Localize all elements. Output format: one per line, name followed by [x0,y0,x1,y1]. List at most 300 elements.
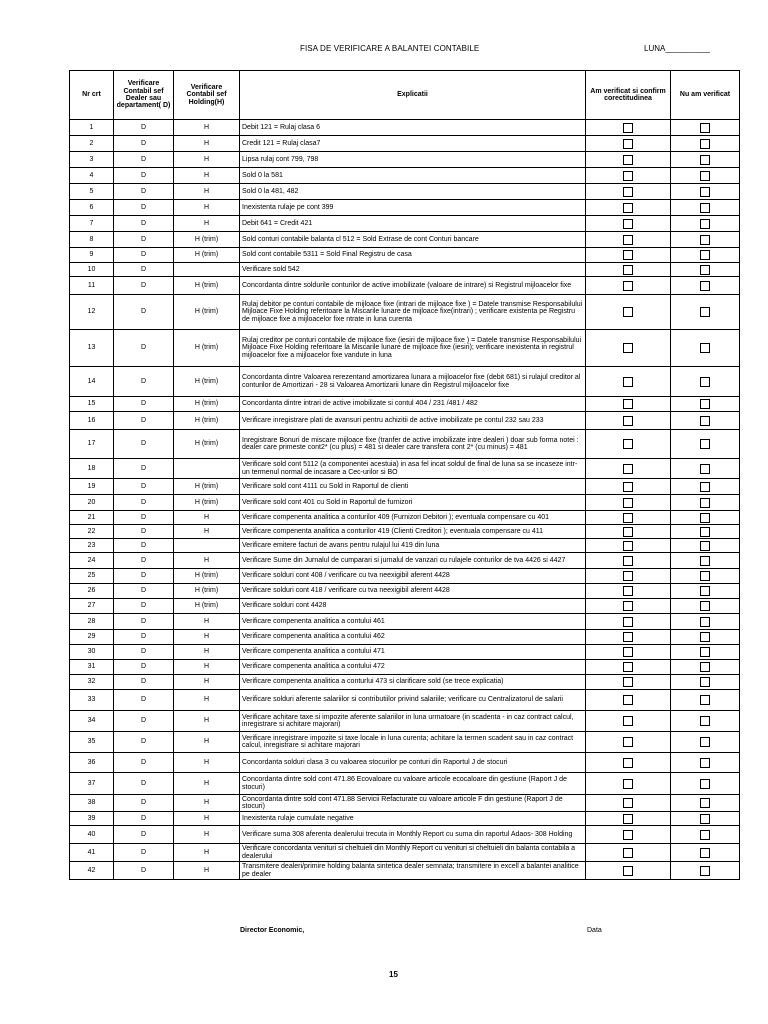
table-header-row [70,71,740,120]
dealer-verifier: D [114,152,174,168]
not-verified-checkbox[interactable] [700,187,710,197]
explanation-text: Verificare sold cont 4111 cu Sold in Raportul de clienti [240,479,586,495]
verified-checkbox[interactable] [623,848,633,858]
not-verified-checkbox[interactable] [700,848,710,858]
verified-checkbox[interactable] [623,737,633,747]
verified-cell [586,479,671,495]
dealer-verifier: D [114,136,174,152]
holding-verifier: H [174,732,240,753]
not-verified-checkbox[interactable] [700,586,710,596]
not-verified-checkbox[interactable] [700,307,710,317]
not-verified-checkbox[interactable] [700,513,710,523]
explanation-text: Verificare solduri cont 408 / verificare cu tva neexigibil aferent 4428 [240,569,586,584]
explanation-text: Verificare sold cont 401 cu Sold in Raportul de furnizori [240,495,586,511]
holding-verifier [174,263,240,277]
not-verified-checkbox[interactable] [700,556,710,566]
row-number: 37 [70,773,114,795]
table-row [70,630,740,645]
explanation-text: Verificare compenenta analitica a contului 461 [240,614,586,630]
explanation-text: Verificare sold 542 [240,263,586,277]
not-verified-checkbox[interactable] [700,695,710,705]
table-row [70,753,740,773]
dealer-verifier: D [114,732,174,753]
verified-cell [586,216,671,232]
dealer-verifier: D [114,675,174,690]
dealer-verifier: D [114,812,174,826]
holding-verifier: H [174,660,240,675]
not-verified-cell [671,397,740,412]
not-verified-checkbox[interactable] [700,677,710,687]
dealer-verifier: D [114,645,174,660]
not-verified-checkbox[interactable] [700,203,710,213]
verified-checkbox[interactable] [623,662,633,672]
not-verified-checkbox[interactable] [700,219,710,229]
verified-cell [586,295,671,330]
verified-checkbox[interactable] [623,281,633,291]
explanation-text: Lipsa rulaj cont 799, 798 [240,152,586,168]
verification-checklist-table [69,70,740,880]
verified-checkbox[interactable] [623,866,633,876]
dealer-verifier: D [114,430,174,459]
explanation-text: Sold 0 la 581 [240,168,586,184]
not-verified-cell [671,200,740,216]
dealer-verifier: D [114,660,174,675]
row-number: 1 [70,120,114,136]
not-verified-checkbox[interactable] [700,416,710,426]
verified-cell [586,630,671,645]
verified-cell [586,525,671,539]
not-verified-checkbox[interactable] [700,798,710,808]
dealer-verifier: D [114,511,174,525]
holding-verifier: H (trim) [174,569,240,584]
holding-verifier: H (trim) [174,479,240,495]
explanation-text: Sold conturi contabile balanta cl 512 = Sold Extrase de cont Conturi bancare [240,232,586,248]
holding-verifier: H (trim) [174,599,240,614]
table-row [70,584,740,599]
verified-checkbox[interactable] [623,632,633,642]
dealer-verifier: D [114,630,174,645]
row-number: 26 [70,584,114,599]
not-verified-checkbox[interactable] [700,814,710,824]
table-row [70,525,740,539]
not-verified-cell [671,773,740,795]
table-row [70,459,740,479]
verified-checkbox[interactable] [623,556,633,566]
not-verified-cell [671,675,740,690]
row-number: 14 [70,367,114,397]
verified-checkbox[interactable] [623,758,633,768]
row-number: 2 [70,136,114,152]
table-row [70,599,740,614]
not-verified-cell [671,844,740,862]
verified-checkbox[interactable] [623,677,633,687]
verified-cell [586,263,671,277]
verified-checkbox[interactable] [623,541,633,551]
table-row [70,232,740,248]
explanation-text: Verificare compenenta analitica a conturilor 409 (Furnizori Debitori ); eventuala compensare cu 401 [240,511,586,525]
verified-checkbox[interactable] [623,513,633,523]
holding-verifier: H [174,200,240,216]
table-row [70,168,740,184]
column-header-holding: Verificare Contabil sef Holding(H) [174,71,240,120]
verified-checkbox[interactable] [623,377,633,387]
dealer-verifier: D [114,826,174,844]
holding-verifier: H (trim) [174,277,240,295]
dealer-verifier: D [114,773,174,795]
row-number: 33 [70,690,114,711]
explanation-text: Concordanta dintre sold cont 471.88 Servicii Refacturate cu valoare articole F din gestiune (Raport J de stocuri) [240,795,586,812]
explanation-text: Debit 121 = Rulaj clasa 6 [240,120,586,136]
verified-cell [586,826,671,844]
not-verified-checkbox[interactable] [700,662,710,672]
dealer-verifier: D [114,295,174,330]
explanation-text: Inexistenta rulaje cumulate negative [240,812,586,826]
explanation-text: Verificare achitare taxe si impozite aferente salariilor in luna urmatoare (in scadenta - in caz contract calcul, inregistrare si achitare majorari) [240,711,586,732]
not-verified-cell [671,495,740,511]
not-verified-cell [671,690,740,711]
dealer-verifier: D [114,330,174,367]
row-number: 40 [70,826,114,844]
row-number: 41 [70,844,114,862]
holding-verifier: H (trim) [174,397,240,412]
explanation-text: Verificare compenenta analitica a contului 472 [240,660,586,675]
holding-verifier: H [174,184,240,200]
not-verified-checkbox[interactable] [700,482,710,492]
explanation-text: Concordanta dintre soldurile conturilor de active imobilizate (valoare de intrare) si Registrul mijloacelor fixe [240,277,586,295]
verified-cell [586,184,671,200]
explanation-text: Verificare compenenta analitica a conturlui 473 si clarificare sold (se trece explicatia) [240,675,586,690]
row-number: 28 [70,614,114,630]
not-verified-cell [671,614,740,630]
explanation-text: Verificare suma 308 aferenta dealerului trecuta in Monthly Report cu suma din raportul Adaos- 308 Holding [240,826,586,844]
not-verified-checkbox[interactable] [700,377,710,387]
verified-cell [586,675,671,690]
verified-checkbox[interactable] [623,203,633,213]
not-verified-cell [671,645,740,660]
holding-verifier [174,459,240,479]
dealer-verifier: D [114,711,174,732]
verified-checkbox[interactable] [623,617,633,627]
column-header-explanations: Explicatii [240,71,586,120]
month-field-label: LUNA__________ [644,44,710,53]
row-number: 34 [70,711,114,732]
holding-verifier: H [174,136,240,152]
verified-checkbox[interactable] [623,439,633,449]
table-row [70,862,740,880]
table-row [70,812,740,826]
verified-cell [586,232,671,248]
not-verified-cell [671,120,740,136]
table-row [70,569,740,584]
holding-verifier: H [174,216,240,232]
holding-verifier: H (trim) [174,295,240,330]
not-verified-checkbox[interactable] [700,632,710,642]
page-title: FISA DE VERIFICARE A BALANTEI CONTABILE [300,44,480,53]
not-verified-checkbox[interactable] [700,601,710,611]
holding-verifier: H [174,553,240,569]
column-header-verified: Am verificat si confirm corectitudinea [586,71,671,120]
column-header-nr: Nr crt [70,71,114,120]
explanation-text: Verificare solduri cont 418 / verificare cu tva neexigibil aferent 4428 [240,584,586,599]
row-number: 38 [70,795,114,812]
not-verified-cell [671,511,740,525]
verified-checkbox[interactable] [623,307,633,317]
verified-cell [586,599,671,614]
table-row [70,690,740,711]
verified-cell [586,569,671,584]
verified-cell [586,862,671,880]
dealer-verifier: D [114,753,174,773]
table-row [70,553,740,569]
column-header-dealer: Verificare Contabil sef Dealer sau departament( D) [114,71,174,120]
not-verified-cell [671,330,740,367]
dealer-verifier: D [114,584,174,599]
table-body [70,120,740,880]
verified-checkbox[interactable] [623,219,633,229]
verified-checkbox[interactable] [623,695,633,705]
not-verified-cell [671,184,740,200]
not-verified-checkbox[interactable] [700,439,710,449]
verified-checkbox[interactable] [623,586,633,596]
verified-cell [586,136,671,152]
explanation-text: Verificare inregistrare impozite si taxe locale in luna curenta; achitare la termen scadent sau in caz contract calcul, inregistrare si achitare majorari [240,732,586,753]
not-verified-checkbox[interactable] [700,343,710,353]
row-number: 7 [70,216,114,232]
dealer-verifier: D [114,459,174,479]
not-verified-cell [671,459,740,479]
not-verified-cell [671,277,740,295]
not-verified-cell [671,367,740,397]
not-verified-cell [671,753,740,773]
dealer-verifier: D [114,168,174,184]
not-verified-checkbox[interactable] [700,250,710,260]
row-number: 32 [70,675,114,690]
not-verified-checkbox[interactable] [700,647,710,657]
not-verified-cell [671,812,740,826]
not-verified-checkbox[interactable] [700,779,710,789]
not-verified-checkbox[interactable] [700,123,710,133]
dealer-verifier: D [114,277,174,295]
row-number: 35 [70,732,114,753]
verified-cell [586,844,671,862]
not-verified-checkbox[interactable] [700,541,710,551]
holding-verifier: H (trim) [174,232,240,248]
not-verified-cell [671,168,740,184]
holding-verifier [174,539,240,553]
verified-checkbox[interactable] [623,830,633,840]
verified-checkbox[interactable] [623,343,633,353]
not-verified-cell [671,295,740,330]
page-number: 15 [389,970,398,979]
explanation-text: Verificare inregistrare plati de avansuri pentru achizitii de active imobilizate pe contul 232 sau 233 [240,412,586,430]
verified-checkbox[interactable] [623,171,633,181]
verified-checkbox[interactable] [623,123,633,133]
row-number: 11 [70,277,114,295]
verified-checkbox[interactable] [623,571,633,581]
holding-verifier: H [174,795,240,812]
table-row [70,495,740,511]
verified-checkbox[interactable] [623,464,633,474]
dealer-verifier: D [114,120,174,136]
not-verified-cell [671,711,740,732]
table-row [70,277,740,295]
not-verified-cell [671,232,740,248]
not-verified-checkbox[interactable] [700,235,710,245]
dealer-verifier: D [114,248,174,263]
verified-checkbox[interactable] [623,416,633,426]
table-row [70,660,740,675]
holding-verifier: H [174,168,240,184]
verified-cell [586,645,671,660]
holding-verifier: H [174,614,240,630]
holding-verifier: H [174,511,240,525]
not-verified-cell [671,263,740,277]
verified-checkbox[interactable] [623,399,633,409]
holding-verifier: H [174,690,240,711]
verified-cell [586,660,671,675]
not-verified-cell [671,584,740,599]
not-verified-cell [671,216,740,232]
not-verified-checkbox[interactable] [700,498,710,508]
verified-checkbox[interactable] [623,601,633,611]
row-number: 13 [70,330,114,367]
table-row [70,184,740,200]
not-verified-checkbox[interactable] [700,866,710,876]
not-verified-cell [671,660,740,675]
table-row [70,675,740,690]
not-verified-checkbox[interactable] [700,527,710,537]
row-number: 22 [70,525,114,539]
table-row [70,248,740,263]
not-verified-checkbox[interactable] [700,571,710,581]
holding-verifier: H (trim) [174,430,240,459]
dealer-verifier: D [114,553,174,569]
not-verified-checkbox[interactable] [700,716,710,726]
verified-checkbox[interactable] [623,814,633,824]
verified-cell [586,330,671,367]
explanation-text: Rulaj debitor pe conturi contabile de mijloace fixe (intrari de mijloace fixe ) = Datele transmise Responsabilului Mijloace Fixe Holding referitoare la Miscarile lunare de mijloace fixe(intrari) ; verificare existenta pe Registru de mijloace fixe a mijloacelor fixe ntrate in luna curenta [240,295,586,330]
not-verified-checkbox[interactable] [700,464,710,474]
table-row [70,120,740,136]
dealer-verifier: D [114,690,174,711]
verified-cell [586,152,671,168]
holding-verifier: H (trim) [174,412,240,430]
verified-checkbox[interactable] [623,527,633,537]
verified-cell [586,511,671,525]
dealer-verifier: D [114,569,174,584]
table-row [70,412,740,430]
table-row [70,732,740,753]
row-number: 9 [70,248,114,263]
verified-checkbox[interactable] [623,798,633,808]
explanation-text: Sold cont contabile 5311 = Sold Final Registru de casa [240,248,586,263]
verified-checkbox[interactable] [623,235,633,245]
not-verified-checkbox[interactable] [700,281,710,291]
holding-verifier: H (trim) [174,584,240,599]
row-number: 20 [70,495,114,511]
holding-verifier: H [174,812,240,826]
verified-cell [586,430,671,459]
verified-checkbox[interactable] [623,498,633,508]
explanation-text: Rulaj creditor pe conturi contabile de mijloace fixe (iesiri de mijloace fixe ) = Datele transmise Responsabilului Mijloace Fixe Holding referitoare la Miscarile lunare de mijloace fixe (iesiri); verificare inexistenta in registrul mijloacelor fixe a mijloacelor fixe vandute in luna [240,330,586,367]
holding-verifier: H [174,844,240,862]
verified-cell [586,459,671,479]
holding-verifier: H [174,773,240,795]
verified-checkbox[interactable] [623,482,633,492]
verified-checkbox[interactable] [623,716,633,726]
row-number: 18 [70,459,114,479]
table-row [70,645,740,660]
dealer-verifier: D [114,862,174,880]
verified-checkbox[interactable] [623,647,633,657]
not-verified-cell [671,862,740,880]
verified-cell [586,690,671,711]
not-verified-checkbox[interactable] [700,139,710,149]
holding-verifier: H [174,753,240,773]
not-verified-checkbox[interactable] [700,155,710,165]
holding-verifier: H (trim) [174,248,240,263]
row-number: 10 [70,263,114,277]
row-number: 4 [70,168,114,184]
verified-checkbox[interactable] [623,139,633,149]
explanation-text: Verificare Sume din Jurnalul de cumparari si jurnalul de vanzari cu rulajele conturilor de tva 4426 si 4427 [240,553,586,569]
not-verified-cell [671,630,740,645]
verified-cell [586,168,671,184]
holding-verifier: H (trim) [174,495,240,511]
not-verified-checkbox[interactable] [700,758,710,768]
holding-verifier: H (trim) [174,367,240,397]
not-verified-cell [671,430,740,459]
dealer-verifier: D [114,412,174,430]
dealer-verifier: D [114,539,174,553]
verified-checkbox[interactable] [623,155,633,165]
row-number: 8 [70,232,114,248]
not-verified-cell [671,569,740,584]
holding-verifier: H [174,152,240,168]
explanation-text: Concordanta dintre Valoarea rerezentand amortizarea lunara a mijloacelor fixe (debit 681) si rulajul creditor al conturilor de Amortizari - 28 si Valoarea Amortizarii lunare din Registrul mijloacelor fixe [240,367,586,397]
not-verified-checkbox[interactable] [700,399,710,409]
row-number: 12 [70,295,114,330]
row-number: 19 [70,479,114,495]
not-verified-checkbox[interactable] [700,265,710,275]
verified-cell [586,367,671,397]
dealer-verifier: D [114,614,174,630]
verified-cell [586,711,671,732]
explanation-text: Verificare emitere facturi de avans pentru rulajul lui 419 din luna [240,539,586,553]
not-verified-checkbox[interactable] [700,171,710,181]
not-verified-checkbox[interactable] [700,830,710,840]
dealer-verifier: D [114,795,174,812]
dealer-verifier: D [114,479,174,495]
table-row [70,367,740,397]
verified-checkbox[interactable] [623,250,633,260]
director-signature-label: Director Economic, [240,927,305,934]
row-number: 27 [70,599,114,614]
column-header-not-verified: Nu am verificat [671,71,740,120]
row-number: 17 [70,430,114,459]
holding-verifier: H (trim) [174,330,240,367]
verified-checkbox[interactable] [623,187,633,197]
not-verified-checkbox[interactable] [700,737,710,747]
table-row [70,539,740,553]
not-verified-checkbox[interactable] [700,617,710,627]
holding-verifier: H [174,525,240,539]
verified-checkbox[interactable] [623,265,633,275]
verified-checkbox[interactable] [623,779,633,789]
table-row [70,826,740,844]
row-number: 25 [70,569,114,584]
row-number: 3 [70,152,114,168]
